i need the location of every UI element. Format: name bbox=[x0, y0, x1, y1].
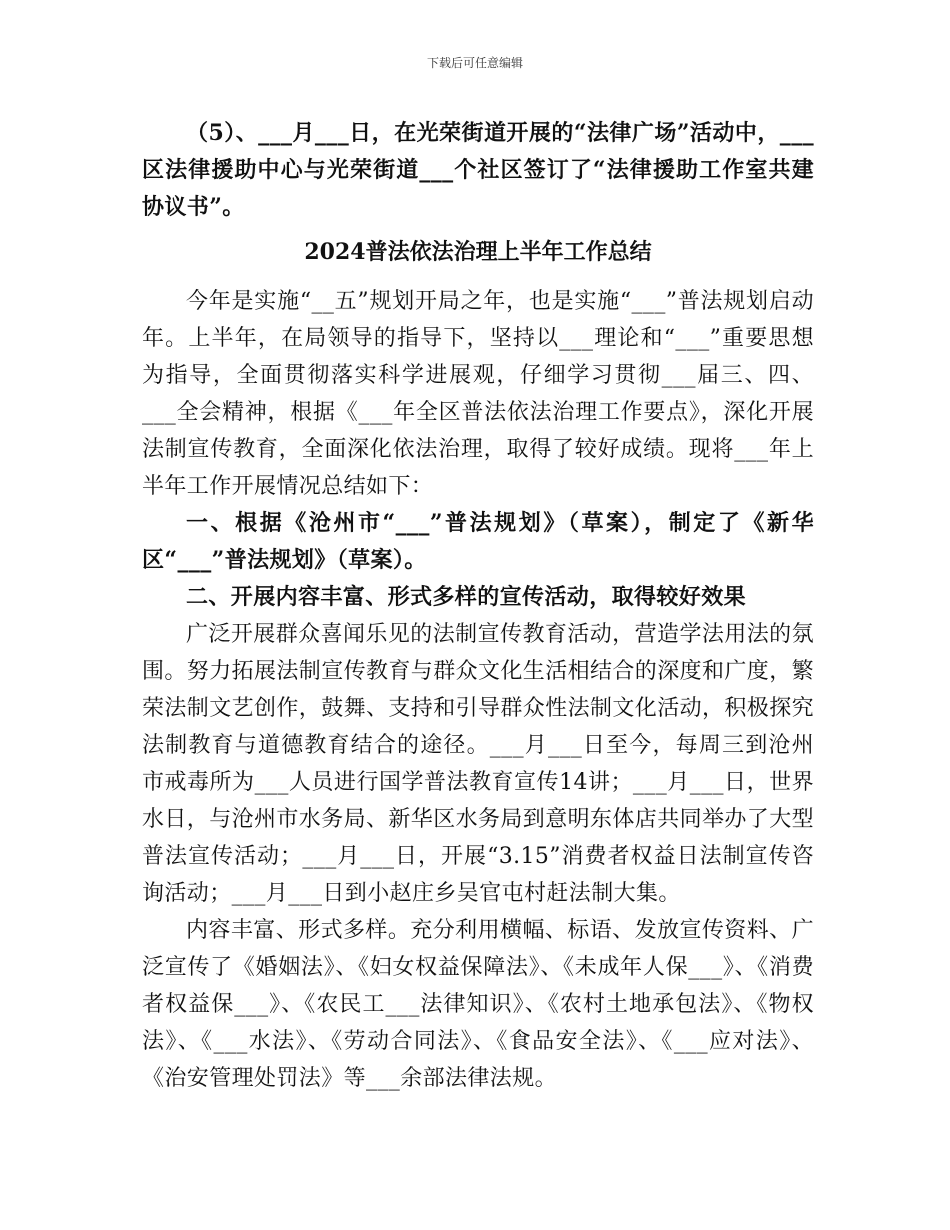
document-title: 2024普法依法治理上半年工作总结 bbox=[304, 239, 652, 265]
section-heading-2: 二、开展内容丰富、形式多样的宣传活动，取得较好效果 bbox=[186, 584, 747, 610]
paragraph-content: 内容丰富、形式多样。充分利用横幅、标语、发放宣传资料、广泛宣传了《婚姻法》、《妇女权益保障法》、《未成年人保___》、《消费者权益保___》、《农民工___法律知识》、《农村土地承包法》、《物权法》、《___水法》、《劳动合同法》、《食品安全法》、《___应对法》、《治安管理处罚法》等___余部法律法规。 bbox=[142, 918, 814, 1091]
page-header: 下载后可任意编辑 bbox=[426, 56, 523, 70]
section-heading-1: 一、根据《沧州市“___”普法规划》（草案），制定了《新华区“___”普法规划》（草案）。 bbox=[142, 510, 814, 573]
document-body bbox=[142, 115, 814, 1097]
intro-paragraph: （5）、___月___日，在光荣街道开展的“法律广场”活动中，___区法律援助中心与光荣街道___个社区签订了“法律援助工作室共建协议书”。 bbox=[142, 120, 814, 220]
paragraph-opening: 今年是实施“__五”规划开局之年，也是实施“___”普法规划启动年。上半年，在局领导的指导下，坚持以___理论和“___”重要思想为指导，全面贯彻落实科学进展观，仔细学习贯彻___届三、四、___全会精神，根据《___年全区普法依法治理工作要点》，深化开展法制宣传教育，全面深化依法治理，取得了较好成绩。现将___年上半年工作开展情况总结如下： bbox=[142, 289, 814, 499]
paragraph-activities: 广泛开展群众喜闻乐见的法制宣传教育活动，营造学法用法的氛围。努力拓展法制宣传教育与群众文化生活相结合的深度和广度，繁荣法制文艺创作，鼓舞、支持和引导群众性法制文化活动，积极探究法制教育与道德教育结合的途径。___月___日至今，每周三到沧州市戒毒所为___人员进行国学普法教育宣传14讲；___月___日，世界水日，与沧州市水务局、新华区水务局到意明东体店共同举办了大型普法宣传活动；___月___日，开展“3.15”消费者权益日法制宣传咨询活动；___月___日到小赵庄乡吴官屯村赶法制大集。 bbox=[142, 622, 815, 906]
